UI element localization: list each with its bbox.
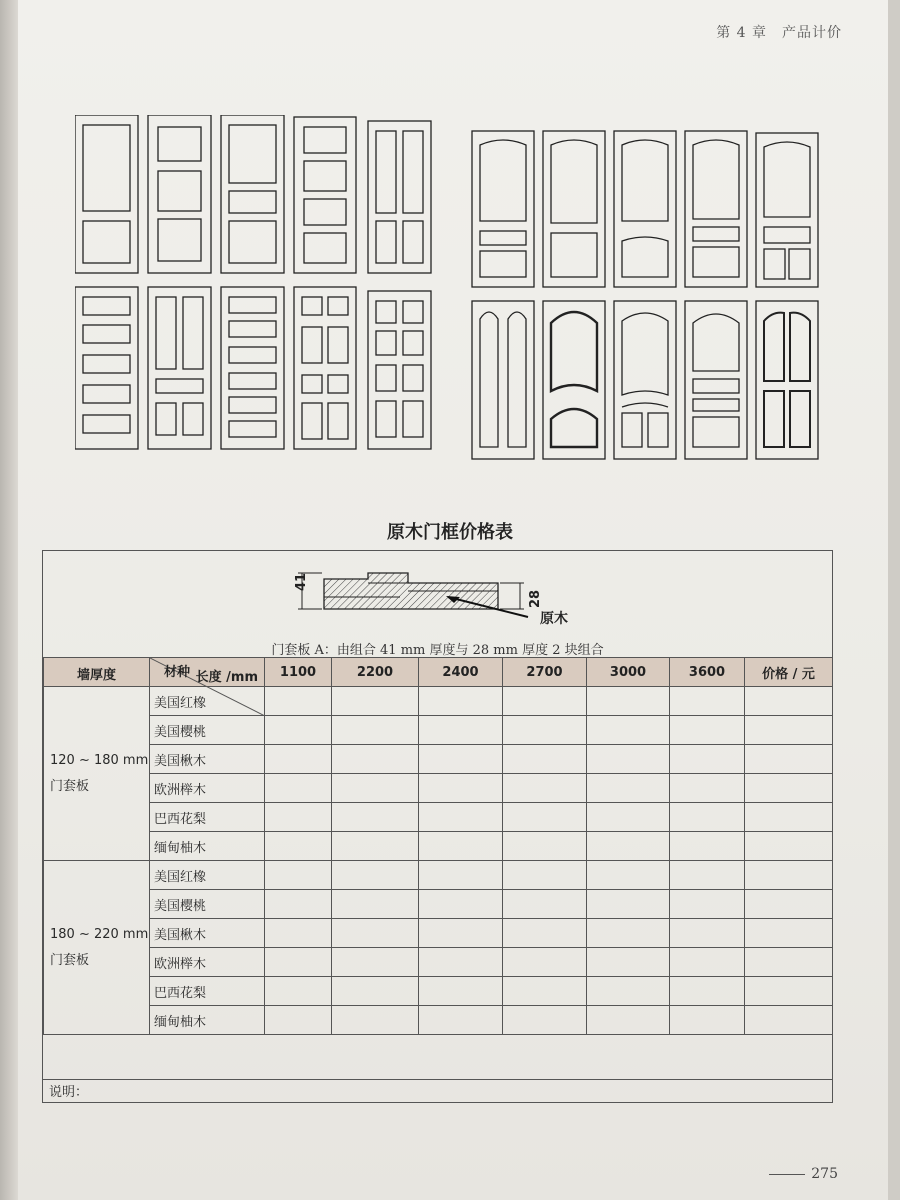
wall-thickness-header: 墙厚度 [44, 658, 150, 687]
door-styles-illustration [75, 115, 825, 465]
price-cell [745, 832, 833, 861]
length-col-3000: 3000 [587, 658, 670, 687]
length-header: 长度 /mm [195, 670, 258, 685]
price-cell [419, 803, 503, 832]
price-cell [587, 890, 670, 919]
table-title: 原木门框价格表 [387, 522, 513, 543]
diagram-caption: 门套板 A：由组合 41 mm 厚度与 28 mm 厚度 2 块组合 [271, 643, 604, 658]
material-name: 欧洲榉木 [150, 948, 265, 977]
price-cell [332, 948, 419, 977]
price-cell [587, 977, 670, 1006]
price-cell [265, 977, 332, 1006]
price-cell [670, 890, 745, 919]
price-col: 价格 / 元 [745, 658, 833, 687]
material-name: 欧洲榉木 [150, 774, 265, 803]
length-col-3600: 3600 [670, 658, 745, 687]
book-spine-shadow [0, 0, 18, 1200]
price-cell [332, 716, 419, 745]
price-cell [503, 861, 587, 890]
price-cell [745, 687, 833, 716]
price-cell [670, 745, 745, 774]
price-cell [419, 919, 503, 948]
price-cell [670, 687, 745, 716]
price-cell [332, 919, 419, 948]
table-row [44, 774, 833, 803]
dim-41-label: 41 [294, 572, 309, 591]
price-cell [670, 774, 745, 803]
table-row [44, 861, 833, 890]
price-cell [587, 948, 670, 977]
table-row [44, 977, 833, 1006]
wall-thickness-type: 门套板 [50, 778, 90, 794]
door-style-17 [543, 301, 605, 459]
door-style-14 [294, 287, 356, 449]
material-name: 美国红橡 [150, 687, 265, 716]
price-cell [503, 919, 587, 948]
price-cell [419, 745, 503, 774]
price-cell [503, 803, 587, 832]
price-cell [503, 890, 587, 919]
price-cell [265, 919, 332, 948]
price-cell [745, 919, 833, 948]
price-cell [503, 774, 587, 803]
price-cell [419, 890, 503, 919]
price-cell [332, 1006, 419, 1035]
price-cell [419, 948, 503, 977]
material-name: 美国樱桃 [150, 716, 265, 745]
door-style-2 [148, 115, 211, 273]
price-cell [332, 832, 419, 861]
length-col-2700: 2700 [503, 658, 587, 687]
table-row [44, 745, 833, 774]
price-cell [419, 1006, 503, 1035]
price-cell [670, 803, 745, 832]
length-col-2400: 2400 [419, 658, 503, 687]
price-cell [587, 716, 670, 745]
material-pointer-label: 原木 [540, 611, 568, 627]
material-name: 美国樱桃 [150, 890, 265, 919]
material-name: 缅甸柚木 [150, 1006, 265, 1035]
door-style-8 [614, 131, 676, 287]
price-cell [265, 716, 332, 745]
price-cell [332, 803, 419, 832]
price-cell [419, 977, 503, 1006]
price-cell [745, 803, 833, 832]
price-cell [332, 890, 419, 919]
price-cell [265, 890, 332, 919]
price-cell [745, 774, 833, 803]
price-cell [745, 716, 833, 745]
price-cell [265, 861, 332, 890]
price-cell [332, 774, 419, 803]
price-cell [670, 948, 745, 977]
door-style-20 [756, 301, 818, 459]
price-cell [745, 977, 833, 1006]
door-style-12 [148, 287, 211, 449]
price-cell [265, 774, 332, 803]
price-cell [587, 919, 670, 948]
door-style-7 [543, 131, 605, 287]
door-style-19 [685, 301, 747, 459]
table-row [44, 803, 833, 832]
price-cell [587, 803, 670, 832]
price-cell [670, 832, 745, 861]
table-row [44, 1006, 833, 1035]
wall-thickness-group [44, 687, 150, 861]
door-jamb-section-diagram [288, 559, 628, 634]
price-cell [587, 745, 670, 774]
price-cell [587, 832, 670, 861]
price-cell [419, 774, 503, 803]
price-cell [503, 687, 587, 716]
door-style-11 [75, 287, 138, 449]
price-cell [503, 977, 587, 1006]
door-style-18 [614, 301, 676, 459]
price-cell [332, 687, 419, 716]
door-style-10 [756, 133, 818, 287]
price-cell [503, 716, 587, 745]
price-cell [745, 890, 833, 919]
door-style-9 [685, 131, 747, 287]
table-row [44, 948, 833, 977]
length-col-1100: 1100 [265, 658, 332, 687]
material-name: 美国红橡 [150, 861, 265, 890]
door-style-5 [368, 121, 431, 273]
table-row [44, 832, 833, 861]
page-number: 275 [769, 1166, 838, 1182]
price-cell [265, 948, 332, 977]
length-material-header [150, 658, 265, 687]
table-row [44, 890, 833, 919]
price-cell [587, 861, 670, 890]
door-style-4 [294, 117, 356, 273]
price-table-body [44, 687, 833, 1035]
price-cell [265, 745, 332, 774]
price-table [43, 657, 833, 1035]
door-style-15 [368, 291, 431, 449]
price-cell [332, 977, 419, 1006]
price-cell [332, 861, 419, 890]
note-divider [43, 1079, 832, 1080]
material-name: 巴西花梨 [150, 803, 265, 832]
wall-thickness-type: 门套板 [50, 952, 90, 968]
length-col-2200: 2200 [332, 658, 419, 687]
price-cell [670, 861, 745, 890]
price-cell [265, 687, 332, 716]
wall-thickness-group [44, 861, 150, 1035]
price-cell [503, 948, 587, 977]
price-cell [670, 1006, 745, 1035]
price-cell [745, 1006, 833, 1035]
wall-thickness-range: 180 ~ 220 mm [50, 926, 149, 942]
price-cell [670, 919, 745, 948]
table-row [44, 919, 833, 948]
price-cell [332, 745, 419, 774]
price-cell [587, 1006, 670, 1035]
price-cell [265, 832, 332, 861]
material-name: 缅甸柚木 [150, 832, 265, 861]
door-style-13 [221, 287, 284, 449]
price-cell [587, 774, 670, 803]
note-label: 说明： [49, 1085, 89, 1100]
price-cell [670, 977, 745, 1006]
wall-thickness-range: 120 ~ 180 mm [50, 752, 149, 768]
price-cell [670, 716, 745, 745]
price-cell [503, 1006, 587, 1035]
material-header: 材种 [164, 665, 191, 680]
material-name: 美国楸木 [150, 919, 265, 948]
door-style-3 [221, 115, 284, 273]
price-cell [419, 861, 503, 890]
dim-28-label: 28 [528, 589, 543, 608]
material-name: 美国楸木 [150, 745, 265, 774]
price-cell [587, 687, 670, 716]
price-cell [503, 745, 587, 774]
price-cell [265, 1006, 332, 1035]
price-cell [419, 687, 503, 716]
price-cell [503, 832, 587, 861]
price-cell [265, 803, 332, 832]
chapter-header: 第 4 章 产品计价 [716, 25, 842, 41]
price-cell [745, 948, 833, 977]
price-cell [745, 745, 833, 774]
price-table-frame [42, 550, 833, 1103]
door-style-6 [472, 131, 534, 287]
price-cell [419, 716, 503, 745]
door-style-1 [75, 115, 138, 273]
price-cell [419, 832, 503, 861]
material-name: 巴西花梨 [150, 977, 265, 1006]
door-style-16 [472, 301, 534, 459]
price-cell [745, 861, 833, 890]
table-row [44, 716, 833, 745]
